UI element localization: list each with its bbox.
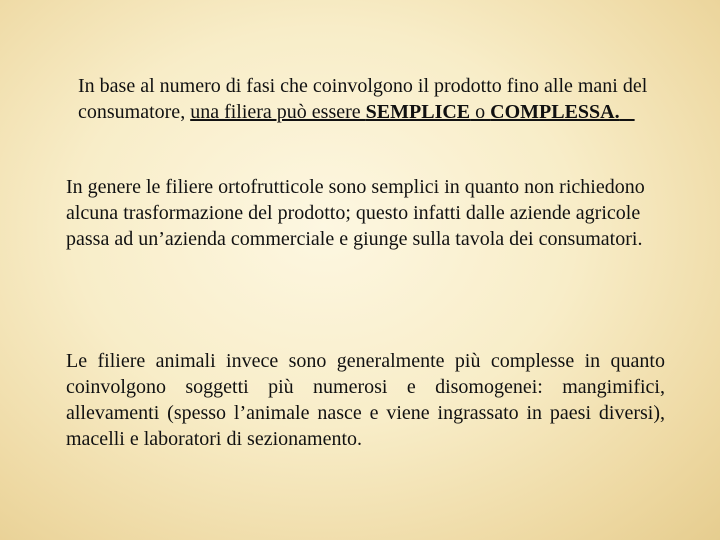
bold-complessa: COMPLESSA.	[490, 101, 620, 123]
underlined-phrase	[190, 101, 634, 123]
connector-text: o	[470, 101, 491, 123]
paragraph-animali: Le filiere animali invece sono generalmente più complesse in quanto coinvolgono soggetti più numerosi e disomogenei: mangimifici, allevamenti (spesso l’animale nasce e viene ingrassato in paesi diversi), macelli e laboratori di sezionamento.	[66, 350, 665, 450]
paragraph-filiera-definition	[78, 73, 688, 125]
trailing-underline	[620, 101, 635, 123]
paragraph-intro-text: In base al numero di fasi che coinvolgono il prodotto fino alle mani del consumatore,	[78, 75, 648, 123]
bold-semplice: SEMPLICE	[365, 101, 471, 123]
underlined-text: una filiera può essere	[190, 101, 366, 123]
paragraph-ortofrutticole: In genere le filiere ortofrutticole sono semplici in quanto non richiedono alcuna trasformazione del prodotto; questo infatti dalle aziende agricole passa ad un’azienda commerciale e giunge sulla tavola dei consumatori.	[66, 176, 645, 250]
